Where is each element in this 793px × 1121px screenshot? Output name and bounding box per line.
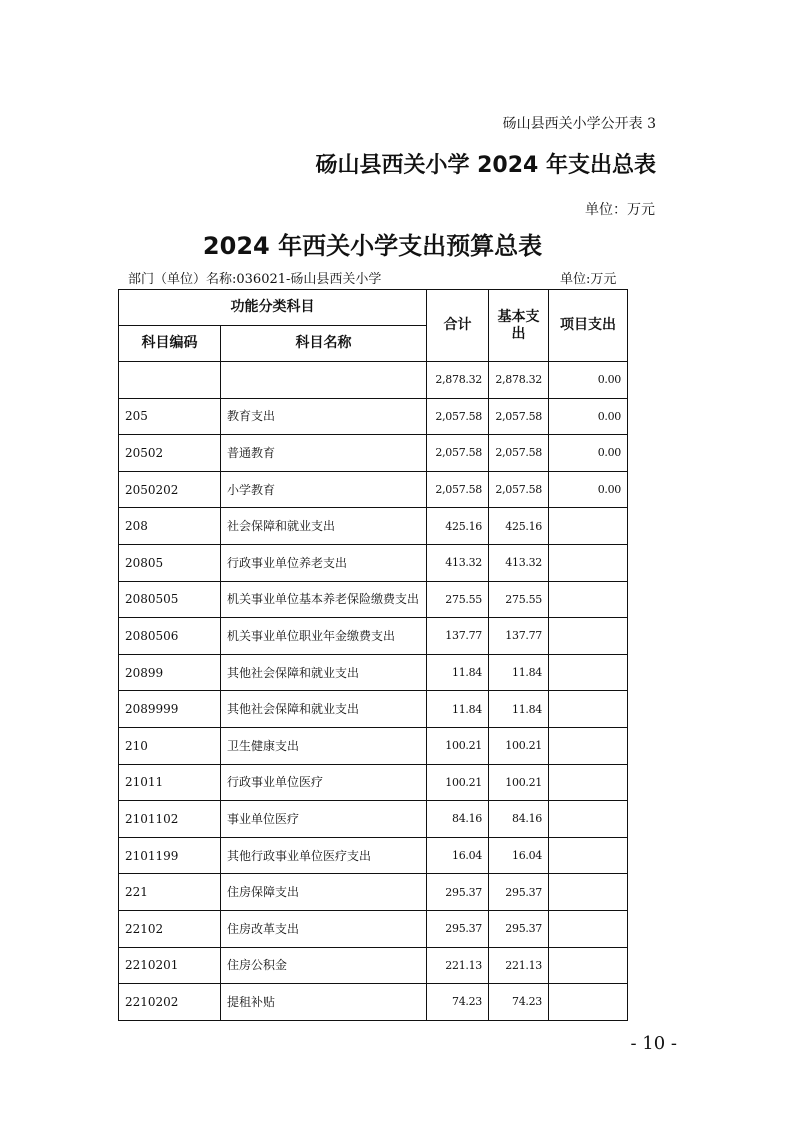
cell-total: 295.37 [427,874,489,911]
department-name: 部门（单位）名称:036021-砀山县西关小学 [128,272,382,287]
cell-total: 74.23 [427,984,489,1021]
cell-name: 教育支出 [221,398,427,435]
cell-name: 机关事业单位基本养老保险缴费支出 [221,581,427,618]
cell-code: 2080505 [119,581,221,618]
document-code-label: 砀山县西关小学公开表 3 [502,116,656,132]
cell-basic: 84.16 [489,801,549,838]
cell-name: 社会保障和就业支出 [221,508,427,545]
cell-project [549,764,628,801]
cell-project [549,837,628,874]
table-row [119,398,628,435]
cell-basic: 16.04 [489,837,549,874]
cell-name: 卫生健康支出 [221,727,427,764]
cell-code: 21011 [119,764,221,801]
cell-basic: 425.16 [489,508,549,545]
cell-basic: 295.37 [489,874,549,911]
table-row [119,508,628,545]
table-row [119,654,628,691]
cell-total: 295.37 [427,910,489,947]
cell-basic: 100.21 [489,727,549,764]
cell-basic: 295.37 [489,910,549,947]
cell-code: 20899 [119,654,221,691]
cell-code: 210 [119,727,221,764]
cell-basic: 137.77 [489,618,549,655]
cell-project: 0.00 [549,435,628,472]
cell-total: 100.21 [427,764,489,801]
cell-project [549,691,628,728]
cell-name: 普通教育 [221,435,427,472]
cell-project [549,544,628,581]
table-row [119,984,628,1021]
cell-name: 住房公积金 [221,947,427,984]
cell-total: 11.84 [427,654,489,691]
header-category: 功能分类科目 [119,290,427,326]
cell-basic: 275.55 [489,581,549,618]
cell-name: 行政事业单位养老支出 [221,544,427,581]
cell-project: 0.00 [549,398,628,435]
cell-name: 事业单位医疗 [221,801,427,838]
cell-total: 2,057.58 [427,398,489,435]
cell-basic: 11.84 [489,654,549,691]
budget-table [118,289,628,1021]
cell-project [549,727,628,764]
table-row [119,837,628,874]
cell-project [549,910,628,947]
table-row [119,362,628,399]
cell-total: 221.13 [427,947,489,984]
cell-name: 行政事业单位医疗 [221,764,427,801]
cell-project [549,984,628,1021]
header-total: 合计 [427,290,489,362]
page-number: - 10 - [630,1033,677,1054]
table-row [119,947,628,984]
cell-code: 208 [119,508,221,545]
cell-total: 11.84 [427,691,489,728]
cell-total: 137.77 [427,618,489,655]
cell-basic: 2,057.58 [489,398,549,435]
table-title: 2024 年西关小学支出预算总表 [202,232,543,260]
cell-total: 425.16 [427,508,489,545]
cell-basic: 221.13 [489,947,549,984]
table-row [119,544,628,581]
cell-total: 84.16 [427,801,489,838]
table-unit-label: 单位:万元 [560,272,617,287]
cell-code: 2210201 [119,947,221,984]
cell-basic: 413.32 [489,544,549,581]
table-row [119,801,628,838]
cell-code: 2050202 [119,471,221,508]
cell-project [549,801,628,838]
cell-total: 2,057.58 [427,435,489,472]
cell-project: 0.00 [549,362,628,399]
cell-code: 2101102 [119,801,221,838]
cell-name: 提租补贴 [221,984,427,1021]
cell-project [549,947,628,984]
cell-basic: 2,057.58 [489,471,549,508]
table-row [119,874,628,911]
cell-code: 22102 [119,910,221,947]
cell-total: 413.32 [427,544,489,581]
table-row [119,764,628,801]
cell-code: 2210202 [119,984,221,1021]
header-code: 科目编码 [119,326,221,362]
cell-code: 205 [119,398,221,435]
table-body [119,362,628,1021]
cell-basic: 2,057.58 [489,435,549,472]
table-row [119,727,628,764]
table-row [119,910,628,947]
cell-code: 221 [119,874,221,911]
cell-basic: 100.21 [489,764,549,801]
cell-project [549,874,628,911]
table-row [119,618,628,655]
cell-name: 住房改革支出 [221,910,427,947]
cell-code: 20502 [119,435,221,472]
cell-project [549,581,628,618]
table-row [119,471,628,508]
cell-name [221,362,427,399]
header-project: 项目支出 [549,290,628,362]
cell-name: 其他行政事业单位医疗支出 [221,837,427,874]
cell-project [549,618,628,655]
cell-project: 0.00 [549,471,628,508]
cell-name: 其他社会保障和就业支出 [221,654,427,691]
table-row [119,691,628,728]
cell-code [119,362,221,399]
cell-code: 2101199 [119,837,221,874]
cell-name: 小学教育 [221,471,427,508]
header-basic: 基本支出 [489,290,549,362]
cell-code: 2080506 [119,618,221,655]
cell-total: 2,878.32 [427,362,489,399]
cell-total: 275.55 [427,581,489,618]
cell-basic: 11.84 [489,691,549,728]
cell-total: 16.04 [427,837,489,874]
table-row [119,581,628,618]
cell-name: 其他社会保障和就业支出 [221,691,427,728]
cell-total: 2,057.58 [427,471,489,508]
cell-code: 2089999 [119,691,221,728]
table-row [119,435,628,472]
cell-code: 20805 [119,544,221,581]
cell-project [549,508,628,545]
cell-project [549,654,628,691]
header-name: 科目名称 [221,326,427,362]
cell-basic: 74.23 [489,984,549,1021]
cell-basic: 2,878.32 [489,362,549,399]
unit-label: 单位：万元 [585,202,655,218]
cell-name: 机关事业单位职业年金缴费支出 [221,618,427,655]
document-title: 砀山县西关小学 2024 年支出总表 [315,153,656,178]
cell-total: 100.21 [427,727,489,764]
cell-name: 住房保障支出 [221,874,427,911]
